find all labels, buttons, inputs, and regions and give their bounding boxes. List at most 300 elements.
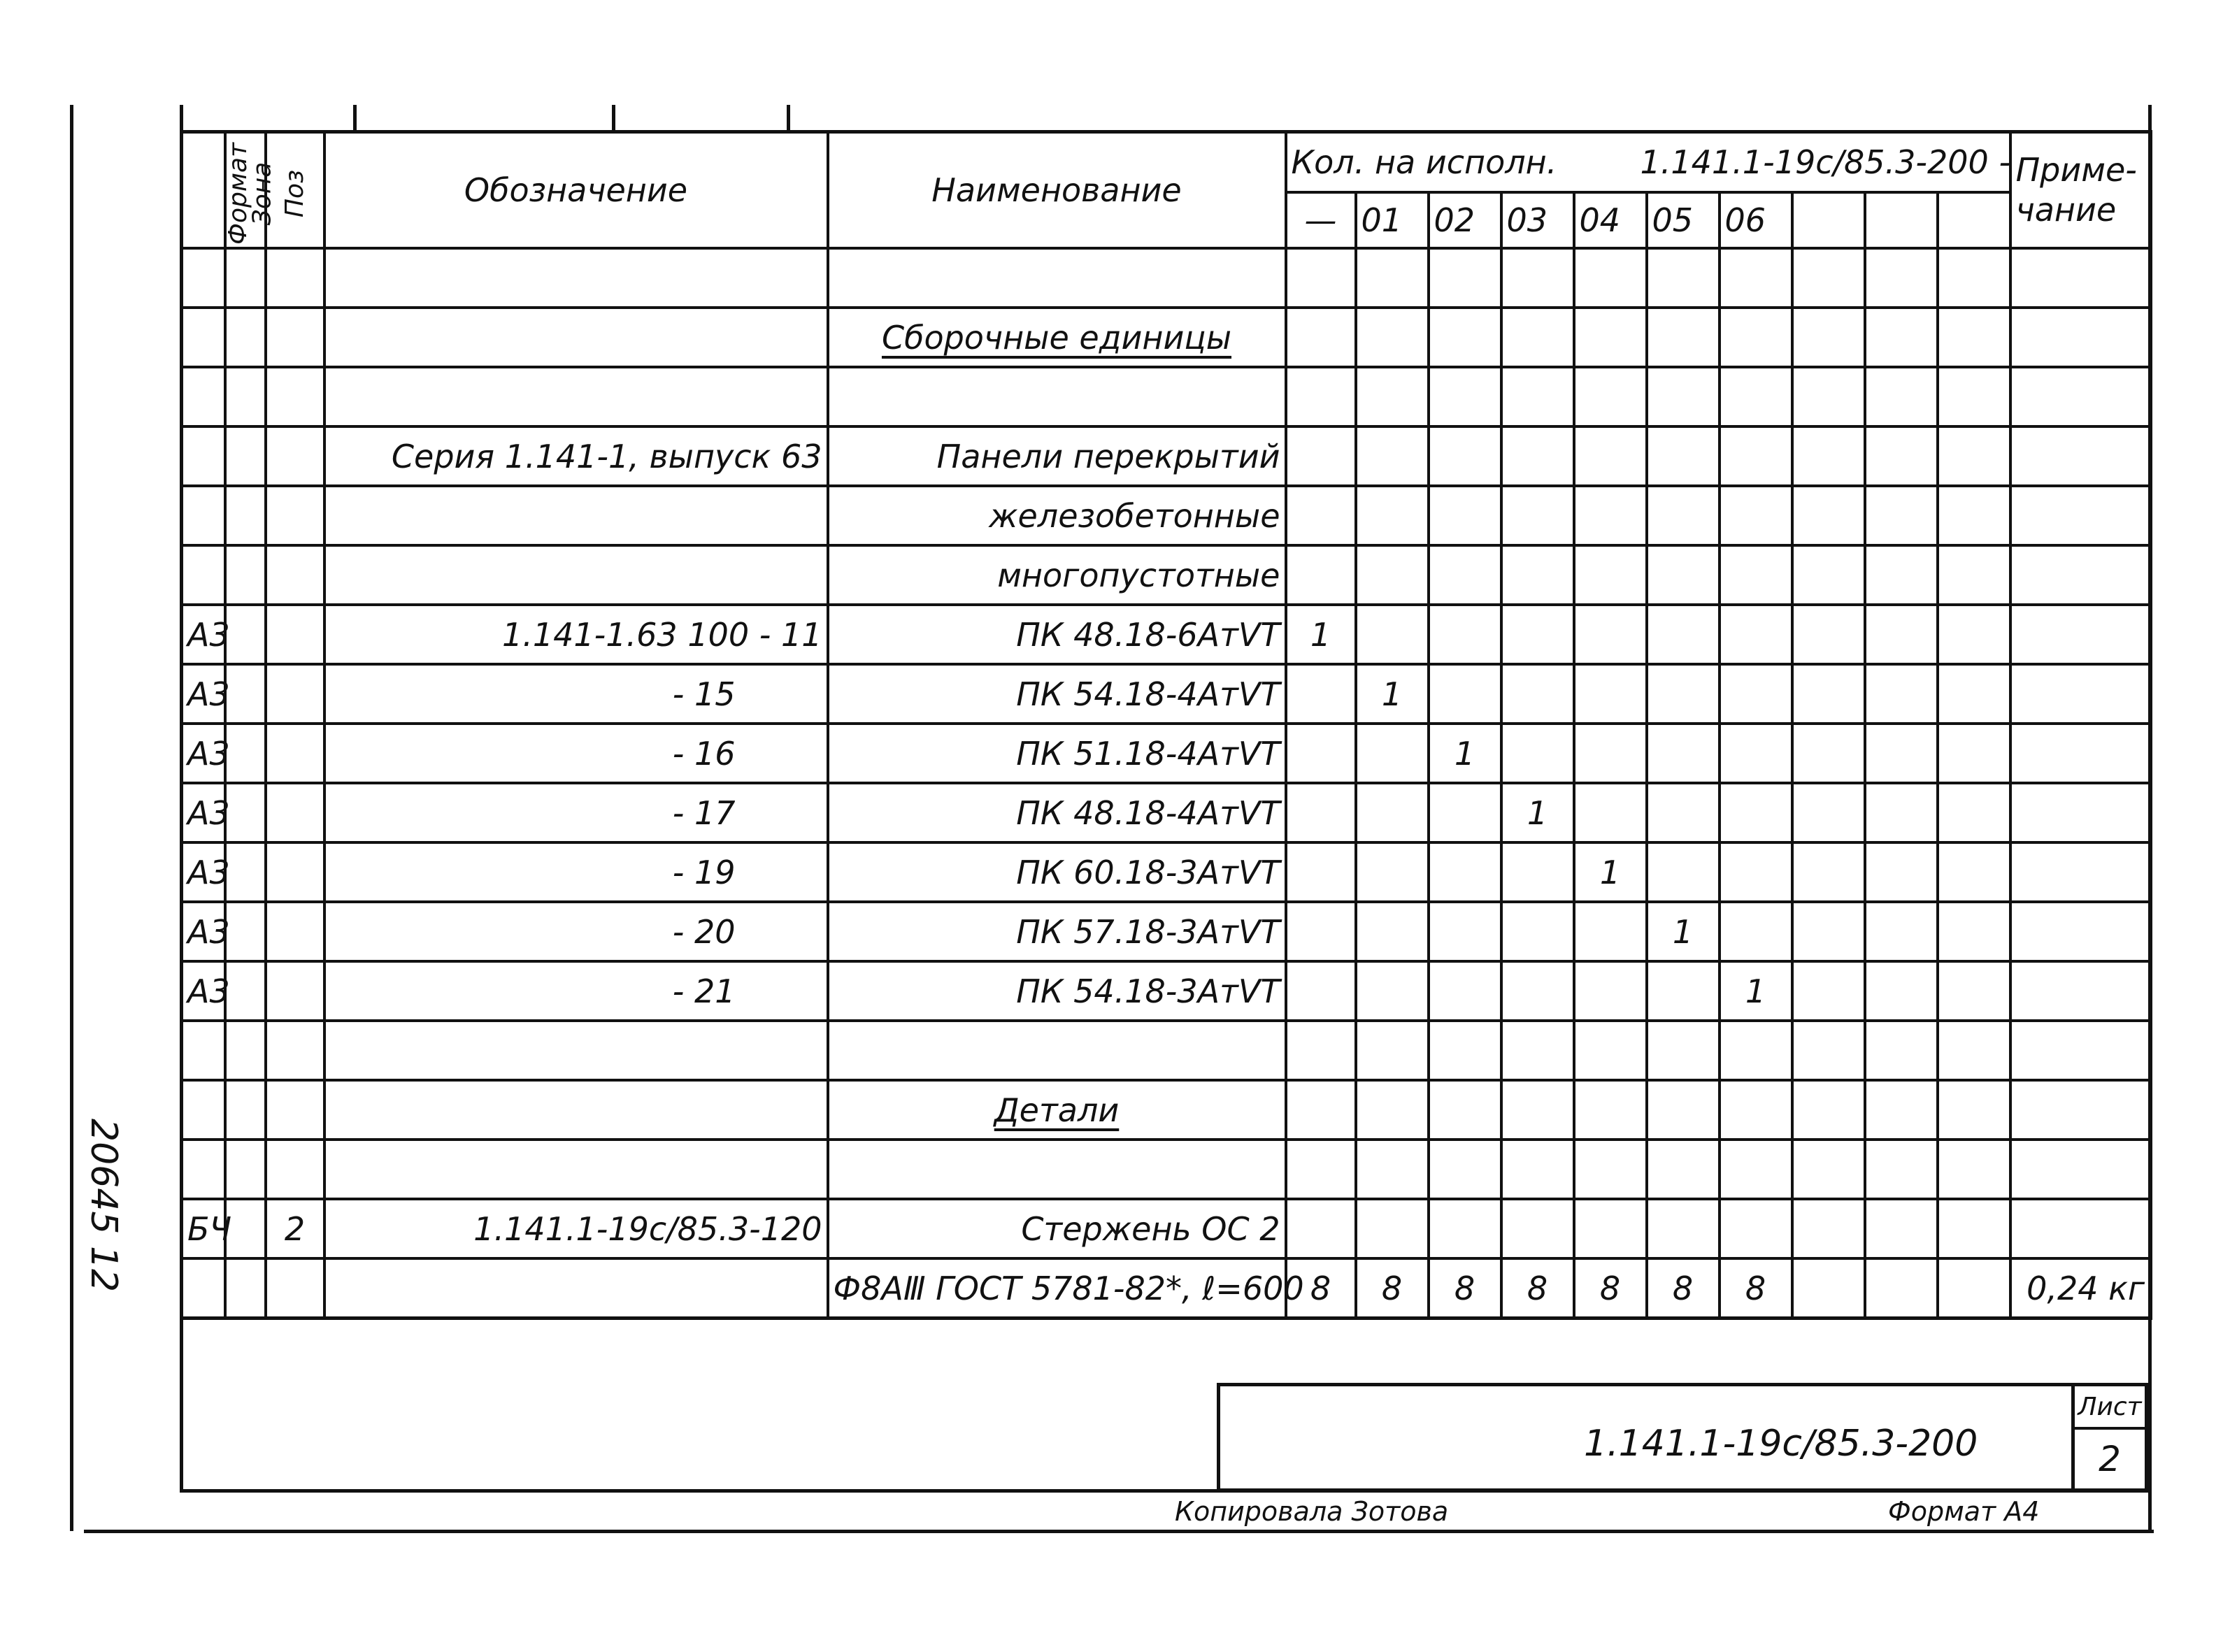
cell-qty-empty xyxy=(1938,783,2010,842)
cell-note xyxy=(2010,367,2151,426)
cell-qty-empty xyxy=(1792,426,1865,486)
cell-note xyxy=(2010,545,2151,605)
cell-qty-empty xyxy=(1792,724,1865,783)
cell-qty-empty xyxy=(1792,545,1865,605)
header-format-cell xyxy=(182,132,253,249)
cell-qty-1: 8 xyxy=(1356,1258,1429,1319)
cell-qty-1 xyxy=(1356,724,1429,783)
cell-qty-empty xyxy=(1938,1080,2010,1140)
variant-header-empty xyxy=(1865,192,1938,248)
cell-name xyxy=(828,248,1286,308)
cell-qty-2 xyxy=(1429,308,1501,367)
cell-qty-3: 1 xyxy=(1501,783,1574,842)
cell-qty-5: 1 xyxy=(1647,902,1720,961)
cell-pos xyxy=(266,605,324,664)
table-row xyxy=(182,842,2151,902)
cell-designation: - 20 xyxy=(324,902,828,961)
cell-name: Ф8АⅢ ГОСТ 5781-82*, ℓ=600 xyxy=(828,1258,1286,1319)
cell-format xyxy=(182,308,225,367)
variant-header: 03 xyxy=(1501,192,1574,248)
cell-qty-0 xyxy=(1286,1199,1356,1258)
sheet-number: 2 xyxy=(2099,1439,2121,1479)
header-qty: Кол. на исполн. xyxy=(1291,143,1557,181)
cell-qty-1 xyxy=(1356,308,1429,367)
cell-designation xyxy=(324,1258,828,1319)
cell-note xyxy=(2010,308,2151,367)
cell-qty-0 xyxy=(1286,248,1356,308)
cell-qty-3 xyxy=(1501,1080,1574,1140)
cell-qty-6 xyxy=(1720,545,1792,605)
cell-qty-6: 1 xyxy=(1720,961,1792,1021)
frame-left-line xyxy=(70,105,73,1531)
cell-qty-6 xyxy=(1720,724,1792,783)
cell-format: А3 xyxy=(182,902,225,961)
header-pos: Поз xyxy=(280,169,309,218)
cell-note xyxy=(2010,1021,2151,1080)
cell-qty-6 xyxy=(1720,664,1792,724)
cell-qty-2 xyxy=(1429,1021,1501,1080)
table-row xyxy=(182,1199,2151,1258)
cell-qty-empty xyxy=(1865,1199,1938,1258)
variant-header: 04 xyxy=(1574,192,1647,248)
sheet-box xyxy=(2071,1386,2145,1488)
cell-name: ПК 54.18-4АтⅤТ xyxy=(828,664,1286,724)
cell-qty-4 xyxy=(1574,1080,1647,1140)
cell-qty-empty xyxy=(1792,248,1865,308)
cell-qty-0 xyxy=(1286,1140,1356,1199)
cell-qty-3 xyxy=(1501,664,1574,724)
cell-designation xyxy=(324,1140,828,1199)
cell-qty-1 xyxy=(1356,545,1429,605)
table-row xyxy=(182,961,2151,1021)
table-row xyxy=(182,248,2151,308)
cell-qty-2 xyxy=(1429,1140,1501,1199)
cell-qty-5 xyxy=(1647,486,1720,545)
cell-qty-5 xyxy=(1647,1021,1720,1080)
title-block xyxy=(1217,1383,2148,1492)
variant-header: 02 xyxy=(1429,192,1501,248)
cell-name: ПК 60.18-3АтⅤТ xyxy=(828,842,1286,902)
header-doc-code: 1.141.1-19с/85.3-200 - xyxy=(1640,143,2011,181)
cell-designation: - 17 xyxy=(324,783,828,842)
cell-qty-0 xyxy=(1286,902,1356,961)
cell-name xyxy=(828,1021,1286,1080)
cell-qty-empty xyxy=(1938,1140,2010,1199)
cell-qty-empty xyxy=(1938,545,2010,605)
cell-zone xyxy=(225,842,266,902)
cell-qty-empty xyxy=(1792,961,1865,1021)
cell-qty-empty xyxy=(1865,248,1938,308)
cell-designation: 1.141-1.63 100 - 11 xyxy=(324,605,828,664)
cell-format xyxy=(182,367,225,426)
cell-format xyxy=(182,1140,225,1199)
cell-zone xyxy=(225,1021,266,1080)
cell-qty-2 xyxy=(1429,783,1501,842)
cell-pos xyxy=(266,842,324,902)
cell-qty-0 xyxy=(1286,308,1356,367)
table-row xyxy=(182,426,2151,486)
cell-format xyxy=(182,1258,225,1319)
cell-qty-3 xyxy=(1501,248,1574,308)
cell-qty-0 xyxy=(1286,545,1356,605)
cell-note xyxy=(2010,1140,2151,1199)
cell-qty-empty xyxy=(1792,1258,1865,1319)
cell-qty-6: 8 xyxy=(1720,1258,1792,1319)
cell-pos xyxy=(266,902,324,961)
table-row xyxy=(182,902,2151,961)
cell-designation: Серия 1.141-1, выпуск 63 xyxy=(324,426,828,486)
cell-qty-2 xyxy=(1429,486,1501,545)
cell-qty-empty xyxy=(1792,783,1865,842)
cell-qty-4 xyxy=(1574,486,1647,545)
cell-name: ПК 57.18-3АтⅤТ xyxy=(828,902,1286,961)
cell-qty-2 xyxy=(1429,605,1501,664)
cell-zone xyxy=(225,664,266,724)
cell-qty-3 xyxy=(1501,545,1574,605)
sheet-label: Лист xyxy=(2075,1386,2145,1430)
cell-qty-empty xyxy=(1938,248,2010,308)
cell-qty-3 xyxy=(1501,961,1574,1021)
cell-qty-0 xyxy=(1286,664,1356,724)
cell-name: ПК 54.18-3АтⅤТ xyxy=(828,961,1286,1021)
cell-format: А3 xyxy=(182,961,225,1021)
cell-qty-4 xyxy=(1574,664,1647,724)
variant-header: 05 xyxy=(1647,192,1720,248)
cell-pos xyxy=(266,308,324,367)
cell-format xyxy=(182,248,225,308)
cell-qty-empty xyxy=(1865,783,1938,842)
cell-zone xyxy=(225,1140,266,1199)
cell-qty-3 xyxy=(1501,902,1574,961)
cell-qty-5 xyxy=(1647,724,1720,783)
cell-qty-empty xyxy=(1865,308,1938,367)
variant-header: 01 xyxy=(1356,192,1429,248)
cell-zone xyxy=(225,248,266,308)
header-note: Приме- чание xyxy=(2010,132,2151,249)
cell-pos xyxy=(266,248,324,308)
cell-qty-empty xyxy=(1865,1021,1938,1080)
cell-qty-4 xyxy=(1574,1140,1647,1199)
cell-designation: - 19 xyxy=(324,842,828,902)
cell-qty-6 xyxy=(1720,486,1792,545)
cell-name xyxy=(828,1140,1286,1199)
cell-qty-6 xyxy=(1720,248,1792,308)
cell-name: Стержень ОС 2 xyxy=(828,1199,1286,1258)
cell-qty-empty xyxy=(1938,486,2010,545)
cell-zone xyxy=(225,724,266,783)
cell-qty-empty xyxy=(1792,605,1865,664)
cell-format: БЧ xyxy=(182,1199,225,1258)
cell-qty-0 xyxy=(1286,486,1356,545)
cell-pos xyxy=(266,783,324,842)
cell-qty-3 xyxy=(1501,426,1574,486)
cell-qty-1 xyxy=(1356,248,1429,308)
cell-qty-6 xyxy=(1720,1080,1792,1140)
cell-qty-empty xyxy=(1938,1258,2010,1319)
cell-qty-empty xyxy=(1938,1021,2010,1080)
cell-pos xyxy=(266,1021,324,1080)
cell-qty-4 xyxy=(1574,902,1647,961)
cell-qty-2 xyxy=(1429,1199,1501,1258)
cell-format: А3 xyxy=(182,783,225,842)
cell-zone xyxy=(225,1258,266,1319)
cell-qty-6 xyxy=(1720,1140,1792,1199)
cell-qty-empty xyxy=(1792,1021,1865,1080)
cell-qty-empty xyxy=(1938,1199,2010,1258)
cell-qty-5 xyxy=(1647,308,1720,367)
cell-qty-5: 8 xyxy=(1647,1258,1720,1319)
cell-qty-empty xyxy=(1865,961,1938,1021)
cell-pos xyxy=(266,1080,324,1140)
cell-qty-4 xyxy=(1574,783,1647,842)
cell-qty-empty xyxy=(1865,486,1938,545)
table-row xyxy=(182,783,2151,842)
frame-bottom-line xyxy=(84,1530,2154,1533)
cell-qty-empty xyxy=(1865,367,1938,426)
cell-qty-empty xyxy=(1792,1080,1865,1140)
cell-qty-empty xyxy=(1792,664,1865,724)
cell-qty-5 xyxy=(1647,1140,1720,1199)
cell-qty-6 xyxy=(1720,426,1792,486)
table-row xyxy=(182,308,2151,367)
cell-format xyxy=(182,486,225,545)
cell-designation xyxy=(324,1080,828,1140)
cell-qty-empty xyxy=(1938,842,2010,902)
cell-designation xyxy=(324,308,828,367)
cell-qty-2 xyxy=(1429,1080,1501,1140)
top-tick-1 xyxy=(353,105,357,133)
cell-qty-empty xyxy=(1938,961,2010,1021)
cell-name: железобетонные xyxy=(828,486,1286,545)
cell-qty-2 xyxy=(1429,842,1501,902)
table-row xyxy=(182,1140,2151,1199)
cell-qty-4 xyxy=(1574,961,1647,1021)
cell-qty-3 xyxy=(1501,605,1574,664)
cell-qty-2: 8 xyxy=(1429,1258,1501,1319)
cell-pos xyxy=(266,724,324,783)
cell-zone xyxy=(225,605,266,664)
cell-qty-1 xyxy=(1356,486,1429,545)
cell-designation: - 21 xyxy=(324,961,828,1021)
cell-qty-4 xyxy=(1574,308,1647,367)
cell-qty-5 xyxy=(1647,248,1720,308)
cell-qty-empty xyxy=(1865,664,1938,724)
header-format: Формат xyxy=(224,142,253,245)
cell-name xyxy=(828,367,1286,426)
cell-qty-0 xyxy=(1286,367,1356,426)
section-title: Сборочные единицы xyxy=(828,308,1286,367)
table-row xyxy=(182,545,2151,605)
variant-header-empty xyxy=(1938,192,2010,248)
cell-qty-6 xyxy=(1720,605,1792,664)
specification-body xyxy=(182,248,2151,1319)
cell-note xyxy=(2010,842,2151,902)
cell-name: ПК 48.18-4АтⅤТ xyxy=(828,783,1286,842)
cell-pos xyxy=(266,664,324,724)
table-row xyxy=(182,486,2151,545)
cell-zone xyxy=(225,902,266,961)
cell-qty-0 xyxy=(1286,1021,1356,1080)
cell-qty-0 xyxy=(1286,724,1356,783)
cell-qty-empty xyxy=(1792,308,1865,367)
cell-qty-empty xyxy=(1792,486,1865,545)
cell-note xyxy=(2010,486,2151,545)
cell-qty-0 xyxy=(1286,842,1356,902)
side-archive-number: 20645 12 xyxy=(83,1119,124,1293)
format-footer-text: Формат А4 xyxy=(1888,1496,2040,1527)
cell-qty-empty xyxy=(1938,308,2010,367)
cell-qty-empty xyxy=(1938,664,2010,724)
cell-qty-1 xyxy=(1356,961,1429,1021)
cell-qty-1 xyxy=(1356,1021,1429,1080)
cell-qty-0 xyxy=(1286,1080,1356,1140)
cell-qty-1 xyxy=(1356,902,1429,961)
cell-qty-6 xyxy=(1720,842,1792,902)
cell-qty-empty xyxy=(1792,1140,1865,1199)
cell-note xyxy=(2010,724,2151,783)
cell-qty-5 xyxy=(1647,1199,1720,1258)
cell-zone xyxy=(225,426,266,486)
cell-qty-3 xyxy=(1501,1140,1574,1199)
cell-pos xyxy=(266,1140,324,1199)
cell-qty-empty xyxy=(1865,902,1938,961)
cell-qty-empty xyxy=(1938,605,2010,664)
cell-name: ПК 48.18-6АтⅤТ xyxy=(828,605,1286,664)
cell-qty-empty xyxy=(1865,842,1938,902)
cell-qty-4 xyxy=(1574,426,1647,486)
cell-qty-3 xyxy=(1501,308,1574,367)
table-row xyxy=(182,605,2151,664)
cell-qty-4 xyxy=(1574,1021,1647,1080)
cell-qty-empty xyxy=(1865,1140,1938,1199)
cell-qty-5 xyxy=(1647,367,1720,426)
header-name: Наименование xyxy=(828,132,1286,249)
cell-qty-5 xyxy=(1647,1080,1720,1140)
cell-qty-5 xyxy=(1647,783,1720,842)
cell-qty-2: 1 xyxy=(1429,724,1501,783)
cell-format: А3 xyxy=(182,724,225,783)
cell-note xyxy=(2010,1199,2151,1258)
cell-format xyxy=(182,545,225,605)
cell-designation xyxy=(324,367,828,426)
top-tick-2 xyxy=(612,105,615,133)
cell-zone xyxy=(225,1080,266,1140)
cell-zone xyxy=(225,308,266,367)
cell-format xyxy=(182,1021,225,1080)
title-block-code: 1.141.1-19с/85.3-200 xyxy=(1584,1423,1978,1465)
cell-qty-empty xyxy=(1938,426,2010,486)
cell-qty-4 xyxy=(1574,1199,1647,1258)
cell-qty-1 xyxy=(1356,1199,1429,1258)
cell-qty-2 xyxy=(1429,545,1501,605)
cell-qty-1 xyxy=(1356,842,1429,902)
cell-qty-6 xyxy=(1720,783,1792,842)
cell-qty-6 xyxy=(1720,1021,1792,1080)
cell-pos xyxy=(266,1258,324,1319)
cell-qty-5 xyxy=(1647,961,1720,1021)
cell-qty-3 xyxy=(1501,367,1574,426)
table-row xyxy=(182,1080,2151,1140)
cell-designation xyxy=(324,486,828,545)
cell-qty-6 xyxy=(1720,367,1792,426)
cell-designation: 1.141.1-19с/85.3-120 xyxy=(324,1199,828,1258)
cell-note xyxy=(2010,248,2151,308)
header-row-1 xyxy=(182,132,2151,193)
cell-qty-4 xyxy=(1574,724,1647,783)
cell-note xyxy=(2010,783,2151,842)
cell-qty-empty xyxy=(1938,724,2010,783)
cell-qty-0 xyxy=(1286,426,1356,486)
cell-zone xyxy=(225,486,266,545)
cell-qty-5 xyxy=(1647,842,1720,902)
header-designation: Обозначение xyxy=(324,132,828,249)
cell-qty-5 xyxy=(1647,605,1720,664)
cell-qty-empty xyxy=(1792,902,1865,961)
cell-format: А3 xyxy=(182,664,225,724)
cell-qty-0: 8 xyxy=(1286,1258,1356,1319)
cell-qty-1 xyxy=(1356,426,1429,486)
copied-by-text: Копировала Зотова xyxy=(1175,1496,1449,1527)
cell-qty-empty xyxy=(1938,902,2010,961)
cell-qty-6 xyxy=(1720,1199,1792,1258)
cell-note xyxy=(2010,902,2151,961)
cell-note xyxy=(2010,605,2151,664)
cell-format xyxy=(182,426,225,486)
cell-format xyxy=(182,1080,225,1140)
cell-note xyxy=(2010,426,2151,486)
cell-zone xyxy=(225,961,266,1021)
cell-pos xyxy=(266,961,324,1021)
cell-qty-1: 1 xyxy=(1356,664,1429,724)
cell-name: ПК 51.18-4АтⅤТ xyxy=(828,724,1286,783)
top-tick-3 xyxy=(787,105,790,133)
cell-note: 0,24 кг xyxy=(2010,1258,2151,1319)
cell-qty-1 xyxy=(1356,367,1429,426)
cell-qty-1 xyxy=(1356,605,1429,664)
section-title: Детали xyxy=(828,1080,1286,1140)
cell-qty-3 xyxy=(1501,842,1574,902)
variant-header: — xyxy=(1286,192,1356,248)
cell-designation xyxy=(324,1021,828,1080)
cell-qty-empty xyxy=(1792,367,1865,426)
cell-qty-0 xyxy=(1286,961,1356,1021)
cell-qty-empty xyxy=(1865,1258,1938,1319)
cell-pos xyxy=(266,426,324,486)
cell-note xyxy=(2010,961,2151,1021)
cell-designation xyxy=(324,248,828,308)
specification-table xyxy=(180,130,2152,1320)
table-row xyxy=(182,664,2151,724)
cell-qty-empty xyxy=(1865,724,1938,783)
cell-qty-4 xyxy=(1574,367,1647,426)
cell-qty-2 xyxy=(1429,367,1501,426)
cell-qty-0: 1 xyxy=(1286,605,1356,664)
cell-format: А3 xyxy=(182,605,225,664)
cell-designation: - 16 xyxy=(324,724,828,783)
cell-qty-1 xyxy=(1356,783,1429,842)
cell-designation: - 15 xyxy=(324,664,828,724)
cell-pos: 2 xyxy=(266,1199,324,1258)
cell-qty-2 xyxy=(1429,426,1501,486)
cell-format: А3 xyxy=(182,842,225,902)
variant-header: 06 xyxy=(1720,192,1792,248)
cell-qty-4 xyxy=(1574,248,1647,308)
cell-name: многопустотные xyxy=(828,545,1286,605)
cell-qty-3 xyxy=(1501,1021,1574,1080)
cell-qty-2 xyxy=(1429,961,1501,1021)
cell-qty-4: 1 xyxy=(1574,842,1647,902)
cell-qty-5 xyxy=(1647,545,1720,605)
